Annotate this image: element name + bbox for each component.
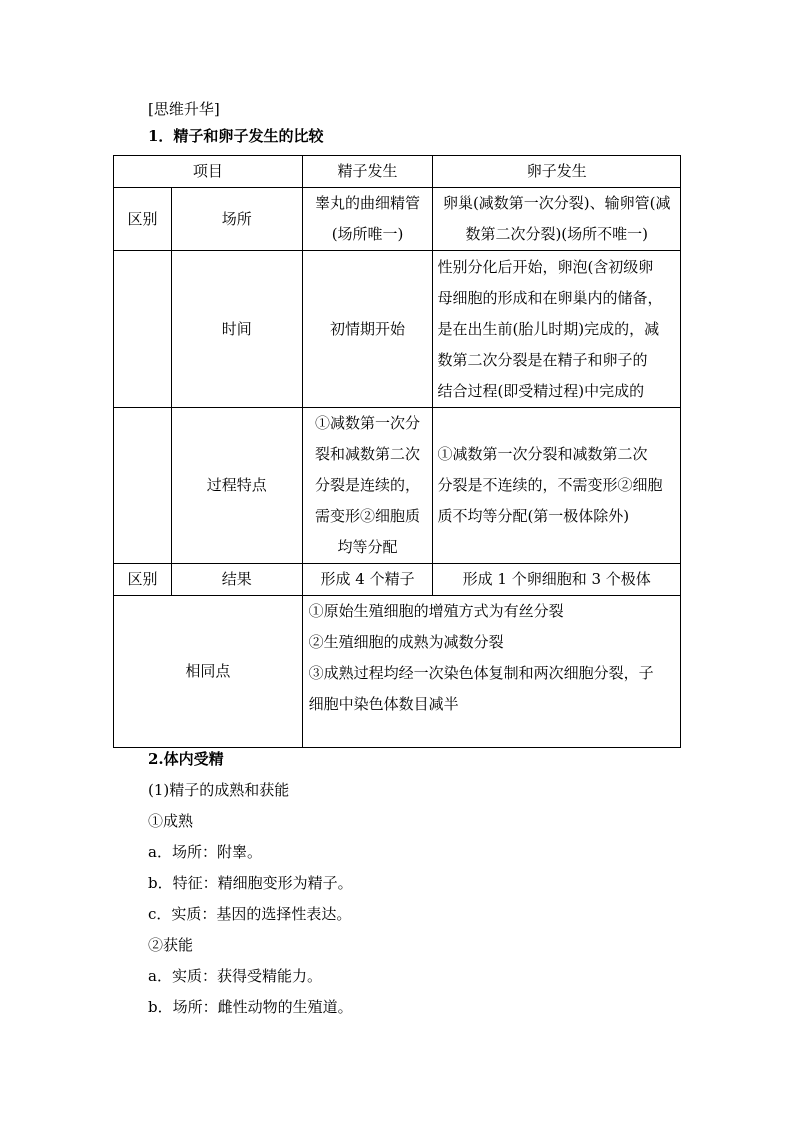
row-label-same: 相同点: [114, 596, 303, 748]
text-line: 细胞中染色体数目减半: [308, 695, 459, 713]
table-row-site: [114, 188, 681, 251]
cell-egg-process: [433, 408, 681, 564]
text-line: ①减数第一次分: [315, 414, 421, 432]
cell-sperm-site: [302, 188, 433, 251]
text-line: 裂和减数第二次: [315, 445, 421, 463]
text-line: 是在出生前(胎儿时期)完成的，减: [437, 319, 660, 338]
section2-title: 2.体内受精: [148, 750, 224, 768]
text-line: (场所唯一): [331, 225, 404, 243]
section-tag: [思维升华]: [148, 100, 220, 118]
text-line: 均等分配: [337, 538, 398, 556]
section2-line: a．场所：附睾。: [148, 843, 262, 861]
text-line: ②生殖细胞的成熟为减数分裂: [308, 633, 504, 651]
row-label-process: 过程特点: [171, 408, 302, 564]
table-header-row: [114, 156, 681, 188]
row-label-result: 结果: [171, 564, 302, 596]
text-line: 分裂是不连续的，不需变形②细胞: [437, 476, 663, 494]
header-egg: 卵子发生: [433, 156, 681, 188]
text-line: 母细胞的形成和在卵巢内的储备，: [437, 288, 663, 307]
text-line: 数第二次分裂)(场所不唯一): [465, 225, 648, 243]
table-row-result: [114, 564, 681, 596]
text-line: 需变形②细胞质: [315, 507, 421, 525]
header-sperm: 精子发生: [302, 156, 433, 188]
section2-line: a．实质：获得受精能力。: [148, 967, 322, 985]
cell-sperm-result: 形成 4 个精子: [302, 564, 433, 596]
cell-egg-time: [433, 251, 681, 408]
header-item: 项目: [114, 156, 303, 188]
text-line: 结合过程(即受精过程)中完成的: [437, 381, 645, 400]
section2-line: ②获能: [148, 936, 194, 954]
cell-egg-site: [433, 188, 681, 251]
table-row-same: [114, 596, 681, 748]
cell-same-content: [302, 596, 680, 748]
group-label-difference: 区别: [114, 564, 172, 596]
text-line: 数第二次分裂是在精子和卵子的: [437, 350, 648, 369]
comparison-table: [113, 155, 681, 748]
section2-line: b．特征：精细胞变形为精子。: [148, 874, 353, 892]
text-line: ③成熟过程均经一次染色体复制和两次细胞分裂，子: [308, 664, 654, 682]
group-label-empty: [114, 408, 172, 564]
text-line: ①原始生殖细胞的增殖方式为有丝分裂: [308, 602, 564, 620]
text-line: 卵巢(减数第一次分裂)、输卵管(减: [442, 194, 671, 212]
text-line: 性别分化后开始，卵泡(含初级卵: [437, 257, 654, 276]
section-title: 1．精子和卵子发生的比较: [148, 127, 324, 145]
table-row-time: [114, 251, 681, 408]
cell-egg-result: 形成 1 个卵细胞和 3 个极体: [433, 564, 681, 596]
cell-sperm-time: 初情期开始: [302, 251, 433, 408]
section2-line: b．场所：雌性动物的生殖道。: [148, 998, 353, 1016]
text-line: 质不均等分配(第一极体除外): [437, 507, 630, 525]
text-line: 分裂是连续的，: [315, 476, 421, 494]
group-label-difference: 区别: [114, 188, 172, 251]
section2-line: c．实质：基因的选择性表达。: [148, 905, 352, 923]
text-line: 睾丸的曲细精管: [315, 194, 421, 212]
section2-line: ①成熟: [148, 812, 194, 830]
group-label-empty: [114, 251, 172, 408]
row-label-time: 时间: [171, 251, 302, 408]
cell-sperm-process: [302, 408, 433, 564]
row-label-site: 场所: [171, 188, 302, 251]
table-row-process: [114, 408, 681, 564]
section2-line: (1)精子的成熟和获能: [148, 781, 290, 799]
text-line: ①减数第一次分裂和减数第二次: [437, 445, 648, 463]
